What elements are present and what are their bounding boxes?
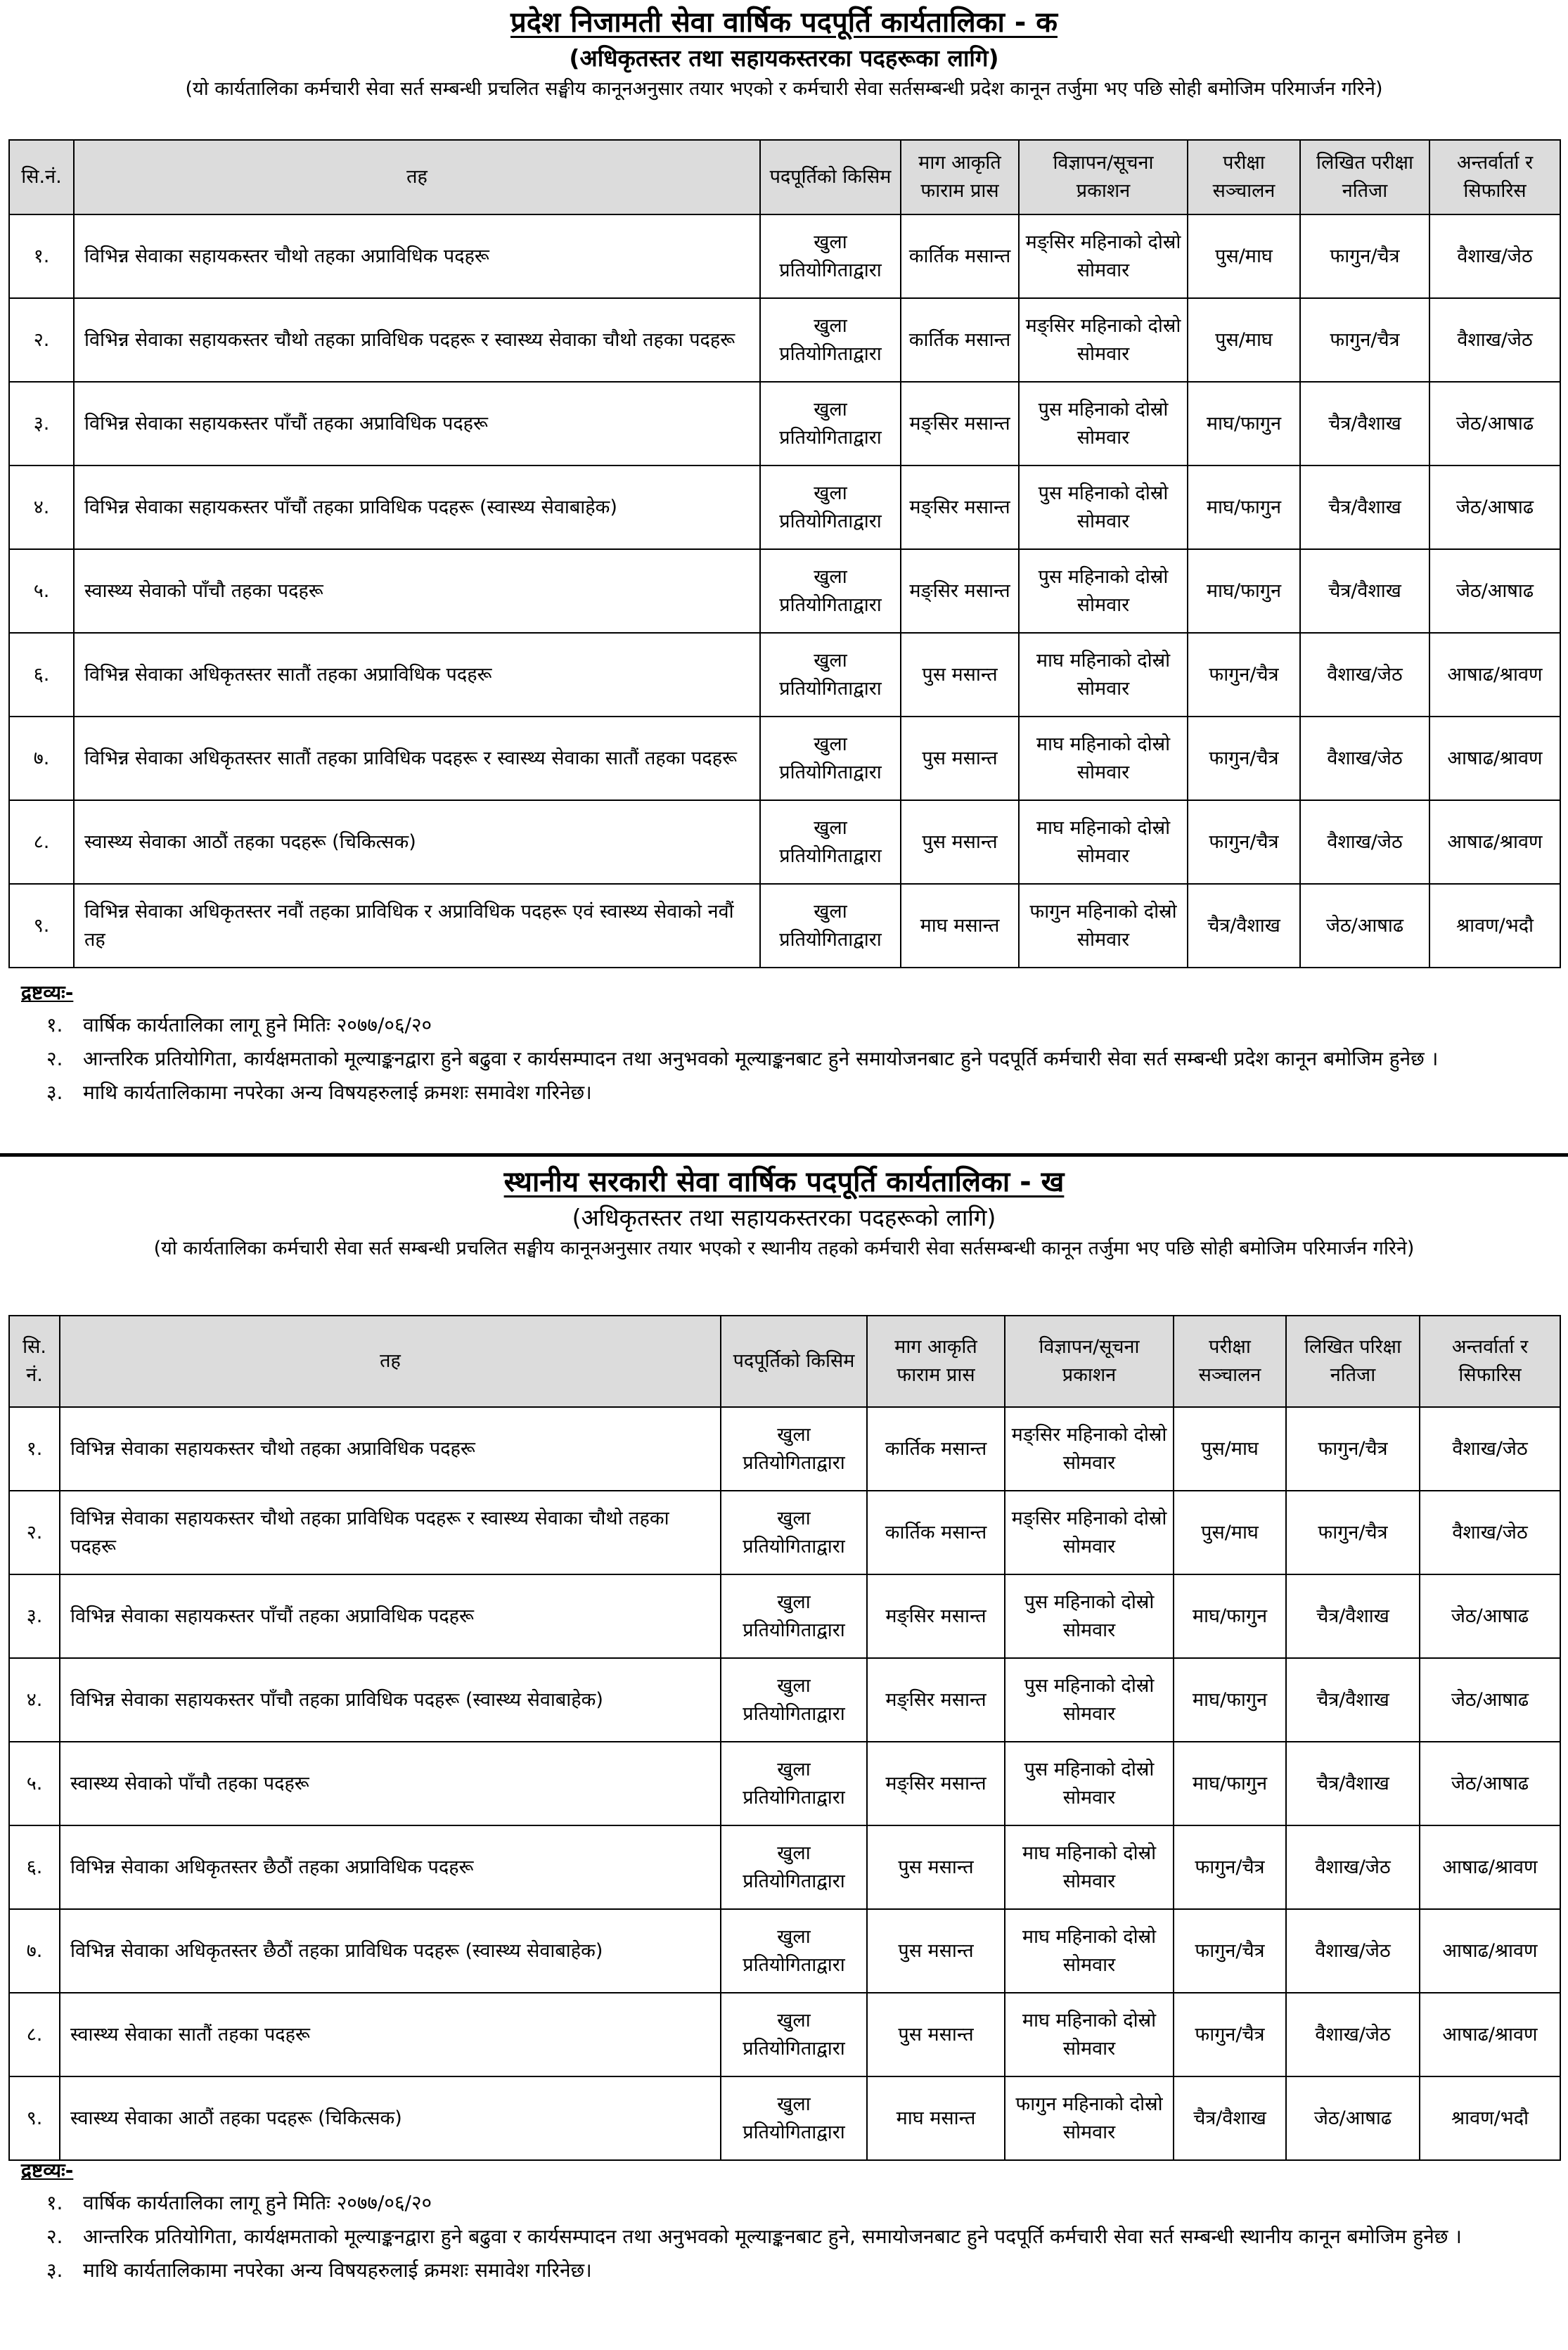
cell-kisim: खुला प्रतियोगिताद्वारा (760, 549, 901, 633)
cell-tah: विभिन्न सेवाका सहायकस्तर चौथो तहका अप्राविधिक पदहरू (60, 1407, 721, 1491)
cell-bigyapan: पुस महिनाको दोस्रो सोमवार (1019, 549, 1188, 633)
cell-kisim: खुला प्रतियोगिताद्वारा (721, 1574, 867, 1658)
table-row (9, 1993, 1560, 2076)
cell-sifaris: आषाढ/श्रावण (1420, 1825, 1560, 1909)
section-note: (यो कार्यतालिका कर्मचारी सेवा सर्त सम्बन्धी प्रचलित सङ्घीय कानूनअनुसार तयार भएको र स्थानीय तहको कर्मचारी सेवा सर्तसम्बन्धी कानून तर्जुमा भए पछि सोही बमोजिम परिमार्जन गरिने) (153, 1238, 1415, 1259)
cell-pariksha: माघ/फागुन (1188, 549, 1300, 633)
cell-bigyapan: पुस महिनाको दोस्रो सोमवार (1005, 1742, 1174, 1825)
table-row (9, 633, 1560, 717)
cell-tah: विभिन्न सेवाका सहायकस्तर पाँचौं तहका अप्राविधिक पदहरू (74, 382, 760, 465)
cell-sifaris: आषाढ/श्रावण (1420, 1993, 1560, 2076)
cell-pariksha: माघ/फागुन (1174, 1658, 1286, 1742)
cell-sifaris: जेठ/आषाढ (1420, 1742, 1560, 1825)
table-row (9, 549, 1560, 633)
table-row (9, 1407, 1560, 1491)
cell-sifaris: जेठ/आषाढ (1420, 1574, 1560, 1658)
cell-sifaris: वैशाख/जेठ (1429, 214, 1560, 298)
cell-bigyapan: मङ्सिर महिनाको दोस्रो सोमवार (1005, 1491, 1174, 1574)
cell-natija: चैत्र/वैशाख (1286, 1658, 1420, 1742)
cell-tah: स्वास्थ्य सेवाका आठौं तहका पदहरू (चिकित्सक) (74, 800, 760, 884)
table-row (9, 800, 1560, 884)
cell-natija: वैशाख/जेठ (1300, 800, 1429, 884)
cell-maag: माघ मसान्त (901, 884, 1019, 968)
cell-tah: स्वास्थ्य सेवाका आठौं तहका पदहरू (चिकित्सक) (60, 2076, 721, 2160)
cell-bigyapan: पुस महिनाको दोस्रो सोमवार (1019, 382, 1188, 465)
section-title (0, 1157, 1568, 1202)
cell-pariksha: फागुन/चैत्र (1174, 1909, 1286, 1993)
cell-pariksha: चैत्र/वैशाख (1188, 884, 1300, 968)
note-item (21, 2254, 1554, 2287)
cell-kisim: खुला प्रतियोगिताद्वारा (721, 1407, 867, 1491)
cell-bigyapan: फागुन महिनाको दोस्रो सोमवार (1005, 2076, 1174, 2160)
cell-tah: विभिन्न सेवाका अधिकृतस्तर छैठौं तहका प्राविधिक पदहरू (स्वास्थ्य सेवाबाहेक) (60, 1909, 721, 1993)
cell-bigyapan: माघ महिनाको दोस्रो सोमवार (1019, 633, 1188, 717)
note-text: वार्षिक कार्यतालिका लागू हुने मितिः २०७७/०६/२० (83, 1013, 432, 1036)
table-row (9, 298, 1560, 382)
cell-sn: ३. (9, 1574, 60, 1658)
notes-block (21, 977, 1554, 1110)
cell-sn: ७. (9, 717, 74, 800)
cell-bigyapan: माघ महिनाको दोस्रो सोमवार (1019, 717, 1188, 800)
cell-sifaris: श्रावण/भदौ (1420, 2076, 1560, 2160)
note-number: १. (46, 2191, 63, 2214)
cell-maag: पुस मसान्त (867, 1909, 1005, 1993)
cell-sn: ४. (9, 1658, 60, 1742)
cell-natija: वैशाख/जेठ (1300, 717, 1429, 800)
header-pariksha: परीक्षा सञ्चालन (1174, 1316, 1286, 1407)
cell-kisim: खुला प्रतियोगिताद्वारा (760, 633, 901, 717)
cell-tah: विभिन्न सेवाका सहायकस्तर चौथो तहका अप्राविधिक पदहरू (74, 214, 760, 298)
header-maag: माग आकृति फाराम प्रास (901, 140, 1019, 214)
header-sifaris: अन्तर्वार्ता र सिफारिस (1429, 140, 1560, 214)
cell-pariksha: पुस/माघ (1188, 298, 1300, 382)
cell-sifaris: जेठ/आषाढ (1429, 382, 1560, 465)
cell-sifaris: वैशाख/जेठ (1420, 1407, 1560, 1491)
cell-natija: चैत्र/वैशाख (1300, 549, 1429, 633)
note-number: २. (46, 2225, 63, 2248)
section-title-text: प्रदेश निजामती सेवा वार्षिक पदपूर्ति कार्यतालिका - क (510, 6, 1058, 39)
cell-sn: ८. (9, 800, 74, 884)
table-row (9, 1742, 1560, 1825)
section-subtitle: (अधिकृतस्तर तथा सहायकस्तरका पदहरूका लागि) (569, 44, 999, 72)
header-sn: सि. नं. (9, 1316, 60, 1407)
cell-sn: ४. (9, 465, 74, 549)
note-number: २. (46, 1047, 63, 1070)
cell-sifaris: जेठ/आषाढ (1420, 1658, 1560, 1742)
header-maag: माग आकृति फाराम प्रास (867, 1316, 1005, 1407)
cell-natija: चैत्र/वैशाख (1300, 382, 1429, 465)
cell-natija: वैशाख/जेठ (1286, 1825, 1420, 1909)
table-row (9, 1658, 1560, 1742)
cell-sifaris: श्रावण/भदौ (1429, 884, 1560, 968)
cell-maag: मङ्सिर मसान्त (901, 465, 1019, 549)
section-title-text: स्थानीय सरकारी सेवा वार्षिक पदपूर्ति कार्यतालिका - ख (503, 1166, 1065, 1198)
cell-sn: २. (9, 298, 74, 382)
section-title (0, 0, 1568, 42)
cell-maag: पुस मसान्त (867, 1825, 1005, 1909)
note-text: माथि कार्यतालिकामा नपरेका अन्य विषयहरुलाई क्रमशः समावेश गरिनेछ। (83, 2259, 592, 2282)
cell-kisim: खुला प्रतियोगिताद्वारा (760, 800, 901, 884)
cell-pariksha: फागुन/चैत्र (1174, 1825, 1286, 1909)
cell-natija: चैत्र/वैशाख (1286, 1574, 1420, 1658)
cell-sifaris: आषाढ/श्रावण (1420, 1909, 1560, 1993)
cell-sifaris: आषाढ/श्रावण (1429, 717, 1560, 800)
cell-kisim: खुला प्रतियोगिताद्वारा (760, 214, 901, 298)
cell-bigyapan: माघ महिनाको दोस्रो सोमवार (1005, 1825, 1174, 1909)
cell-pariksha: माघ/फागुन (1174, 1742, 1286, 1825)
cell-tah: विभिन्न सेवाका सहायकस्तर पाँचौ तहका प्राविधिक पदहरू (स्वास्थ्य सेवाबाहेक) (60, 1658, 721, 1742)
cell-maag: पुस मसान्त (901, 633, 1019, 717)
header-natija: लिखित परीक्षा नतिजा (1300, 140, 1429, 214)
cell-kisim: खुला प्रतियोगिताद्वारा (721, 2076, 867, 2160)
header-bigyapan: विज्ञापन/सूचना प्रकाशन (1005, 1316, 1174, 1407)
cell-natija: वैशाख/जेठ (1286, 1993, 1420, 2076)
note-text: माथि कार्यतालिकामा नपरेका अन्य विषयहरुलाई क्रमशः समावेश गरिनेछ। (83, 1081, 592, 1104)
cell-pariksha: पुस/माघ (1174, 1491, 1286, 1574)
cell-maag: कार्तिक मसान्त (901, 298, 1019, 382)
cell-kisim: खुला प्रतियोगिताद्वारा (760, 382, 901, 465)
cell-pariksha: चैत्र/वैशाख (1174, 2076, 1286, 2160)
note-text: आन्तरिक प्रतियोगिता, कार्यक्षमताको मूल्याङ्कनद्वारा हुने बढुवा र कार्यसम्पादन तथा अनुभवको मूल्याङ्कनबाट हुने, समायोजनबाट हुने पदपूर्ति कर्मचारी सेवा सर्त सम्बन्धी स्थानीय कानून बमोजिम हुनेछ । (83, 2225, 1462, 2248)
header-tah: तह (74, 140, 760, 214)
cell-natija: फागुन/चैत्र (1286, 1407, 1420, 1491)
cell-kisim: खुला प्रतियोगिताद्वारा (721, 1825, 867, 1909)
cell-tah: विभिन्न सेवाका सहायकस्तर चौथो तहका प्राविधिक पदहरू र स्वास्थ्य सेवाका चौथो तहका पदहरू (74, 298, 760, 382)
schedule-section-ka (0, 0, 1568, 1153)
cell-maag: मङ्सिर मसान्त (867, 1574, 1005, 1658)
note-text: आन्तरिक प्रतियोगिता, कार्यक्षमताको मूल्याङ्कनद्वारा हुने बढुवा र कार्यसम्पादन तथा अनुभवको मूल्याङ्कनबाट हुने समायोजनबाट हुने पदपूर्ति कर्मचारी सेवा सर्त सम्बन्धी प्रदेश कानून बमोजिम हुनेछ । (83, 1047, 1439, 1070)
cell-natija: फागुन/चैत्र (1300, 298, 1429, 382)
table-row (9, 717, 1560, 800)
cell-maag: कार्तिक मसान्त (867, 1407, 1005, 1491)
cell-tah: विभिन्न सेवाका अधिकृतस्तर सातौं तहका अप्राविधिक पदहरू (74, 633, 760, 717)
note-item (21, 1076, 1554, 1110)
cell-kisim: खुला प्रतियोगिताद्वारा (721, 1742, 867, 1825)
notes-heading: द्रष्टव्यः- (21, 981, 74, 1004)
note-text: वार्षिक कार्यतालिका लागू हुने मितिः २०७७/०६/२० (83, 2191, 432, 2214)
cell-pariksha: माघ/फागुन (1188, 382, 1300, 465)
note-item (21, 1008, 1554, 1042)
cell-sn: ६. (9, 633, 74, 717)
schedule-table-kha (8, 1315, 1561, 2161)
cell-tah: विभिन्न सेवाका सहायकस्तर पाँचौं तहका प्राविधिक पदहरू (स्वास्थ्य सेवाबाहेक) (74, 465, 760, 549)
cell-kisim: खुला प्रतियोगिताद्वारा (760, 298, 901, 382)
cell-sifaris: जेठ/आषाढ (1429, 549, 1560, 633)
section-subtitle: (अधिकृतस्तर तथा सहायकस्तरका पदहरूको लागि) (572, 1204, 996, 1231)
cell-tah: स्वास्थ्य सेवाका सातौं तहका पदहरू (60, 1993, 721, 2076)
cell-pariksha: फागुन/चैत्र (1188, 633, 1300, 717)
note-item (21, 2186, 1554, 2220)
cell-natija: चैत्र/वैशाख (1300, 465, 1429, 549)
cell-sn: ५. (9, 1742, 60, 1825)
cell-bigyapan: पुस महिनाको दोस्रो सोमवार (1019, 465, 1188, 549)
cell-bigyapan: माघ महिनाको दोस्रो सोमवार (1005, 1909, 1174, 1993)
cell-sifaris: वैशाख/जेठ (1429, 298, 1560, 382)
table-header-row (9, 1316, 1560, 1407)
cell-maag: माघ मसान्त (867, 2076, 1005, 2160)
cell-tah: स्वास्थ्य सेवाको पाँचौ तहका पदहरू (60, 1742, 721, 1825)
cell-sn: २. (9, 1491, 60, 1574)
cell-kisim: खुला प्रतियोगिताद्वारा (721, 1658, 867, 1742)
cell-sn: ६. (9, 1825, 60, 1909)
note-number: ३. (46, 1081, 63, 1104)
header-kisim: पदपूर्तिको किसिम (721, 1316, 867, 1407)
cell-pariksha: पुस/माघ (1188, 214, 1300, 298)
note-number: ३. (46, 2259, 63, 2282)
cell-maag: कार्तिक मसान्त (867, 1491, 1005, 1574)
cell-sifaris: आषाढ/श्रावण (1429, 800, 1560, 884)
cell-natija: फागुन/चैत्र (1286, 1491, 1420, 1574)
cell-tah: विभिन्न सेवाका अधिकृतस्तर सातौं तहका प्राविधिक पदहरू र स्वास्थ्य सेवाका सातौं तहका पदहरू (74, 717, 760, 800)
cell-natija: वैशाख/जेठ (1286, 1909, 1420, 1993)
cell-sn: ५. (9, 549, 74, 633)
cell-bigyapan: माघ महिनाको दोस्रो सोमवार (1019, 800, 1188, 884)
header-tah: तह (60, 1316, 721, 1407)
table-row (9, 465, 1560, 549)
cell-bigyapan: पुस महिनाको दोस्रो सोमवार (1005, 1658, 1174, 1742)
cell-bigyapan: मङ्सिर महिनाको दोस्रो सोमवार (1005, 1407, 1174, 1491)
header-kisim: पदपूर्तिको किसिम (760, 140, 901, 214)
cell-pariksha: फागुन/चैत्र (1188, 717, 1300, 800)
cell-maag: पुस मसान्त (901, 800, 1019, 884)
cell-pariksha: पुस/माघ (1174, 1407, 1286, 1491)
cell-bigyapan: फागुन महिनाको दोस्रो सोमवार (1019, 884, 1188, 968)
cell-natija: जेठ/आषाढ (1300, 884, 1429, 968)
notes-block (21, 2155, 1554, 2287)
cell-maag: मङ्सिर मसान्त (901, 382, 1019, 465)
table-row (9, 1491, 1560, 1574)
cell-kisim: खुला प्रतियोगिताद्वारा (721, 1993, 867, 2076)
note-number: १. (46, 1013, 63, 1036)
cell-maag: मङ्सिर मसान्त (867, 1742, 1005, 1825)
cell-kisim: खुला प्रतियोगिताद्वारा (760, 465, 901, 549)
cell-pariksha: फागुन/चैत्र (1188, 800, 1300, 884)
cell-tah: विभिन्न सेवाका सहायकस्तर चौथो तहका प्राविधिक पदहरू र स्वास्थ्य सेवाका चौथो तहका पदहरू (60, 1491, 721, 1574)
cell-maag: कार्तिक मसान्त (901, 214, 1019, 298)
cell-pariksha: माघ/फागुन (1174, 1574, 1286, 1658)
schedule-section-kha (0, 1157, 1568, 2350)
cell-kisim: खुला प्रतियोगिताद्वारा (760, 717, 901, 800)
cell-tah: स्वास्थ्य सेवाको पाँचौ तहका पदहरू (74, 549, 760, 633)
cell-sifaris: जेठ/आषाढ (1429, 465, 1560, 549)
header-bigyapan: विज्ञापन/सूचना प्रकाशन (1019, 140, 1188, 214)
cell-natija: वैशाख/जेठ (1300, 633, 1429, 717)
cell-sn: ९. (9, 884, 74, 968)
cell-sn: ८. (9, 1993, 60, 2076)
cell-sifaris: वैशाख/जेठ (1420, 1491, 1560, 1574)
cell-pariksha: फागुन/चैत्र (1174, 1993, 1286, 2076)
notes-heading: द्रष्टव्यः- (21, 2159, 74, 2182)
table-row (9, 1909, 1560, 1993)
cell-sifaris: आषाढ/श्रावण (1429, 633, 1560, 717)
cell-sn: ३. (9, 382, 74, 465)
cell-tah: विभिन्न सेवाका अधिकृतस्तर छैठौं तहका अप्राविधिक पदहरू (60, 1825, 721, 1909)
cell-sn: ९. (9, 2076, 60, 2160)
schedule-table-ka (8, 139, 1561, 968)
cell-maag: पुस मसान्त (867, 1993, 1005, 2076)
table-row (9, 1825, 1560, 1909)
section-note: (यो कार्यतालिका कर्मचारी सेवा सर्त सम्बन्धी प्रचलित सङ्घीय कानूनअनुसार तयार भएको र कर्मचारी सेवा सर्तसम्बन्धी प्रदेश कानून तर्जुमा भए पछि सोही बमोजिम परिमार्जन गरिने) (185, 78, 1383, 100)
cell-bigyapan: पुस महिनाको दोस्रो सोमवार (1005, 1574, 1174, 1658)
note-item (21, 1042, 1554, 1076)
header-sn: सि.नं. (9, 140, 74, 214)
cell-kisim: खुला प्रतियोगिताद्वारा (760, 884, 901, 968)
table-row (9, 382, 1560, 465)
cell-bigyapan: मङ्सिर महिनाको दोस्रो सोमवार (1019, 214, 1188, 298)
table-header-row (9, 140, 1560, 214)
cell-tah: विभिन्न सेवाका अधिकृतस्तर नवौं तहका प्राविधिक र अप्राविधिक पदहरू एवं स्वास्थ्य सेवाको नवौं तह (74, 884, 760, 968)
cell-bigyapan: माघ महिनाको दोस्रो सोमवार (1005, 1993, 1174, 2076)
cell-pariksha: माघ/फागुन (1188, 465, 1300, 549)
cell-maag: पुस मसान्त (901, 717, 1019, 800)
cell-natija: चैत्र/वैशाख (1286, 1742, 1420, 1825)
cell-kisim: खुला प्रतियोगिताद्वारा (721, 1909, 867, 1993)
table-row (9, 1574, 1560, 1658)
cell-natija: जेठ/आषाढ (1286, 2076, 1420, 2160)
cell-sn: ७. (9, 1909, 60, 1993)
table-row (9, 214, 1560, 298)
cell-tah: विभिन्न सेवाका सहायकस्तर पाँचौं तहका अप्राविधिक पदहरू (60, 1574, 721, 1658)
cell-maag: मङ्सिर मसान्त (901, 549, 1019, 633)
cell-natija: फागुन/चैत्र (1300, 214, 1429, 298)
header-pariksha: परीक्षा सञ्चालन (1188, 140, 1300, 214)
cell-kisim: खुला प्रतियोगिताद्वारा (721, 1491, 867, 1574)
cell-sn: १. (9, 214, 74, 298)
cell-maag: मङ्सिर मसान्त (867, 1658, 1005, 1742)
note-item (21, 2220, 1554, 2254)
header-natija: लिखित परिक्षा नतिजा (1286, 1316, 1420, 1407)
cell-sn: १. (9, 1407, 60, 1491)
cell-bigyapan: मङ्सिर महिनाको दोस्रो सोमवार (1019, 298, 1188, 382)
header-sifaris: अन्तर्वार्ता र सिफारिस (1420, 1316, 1560, 1407)
table-row (9, 2076, 1560, 2160)
table-row (9, 884, 1560, 968)
